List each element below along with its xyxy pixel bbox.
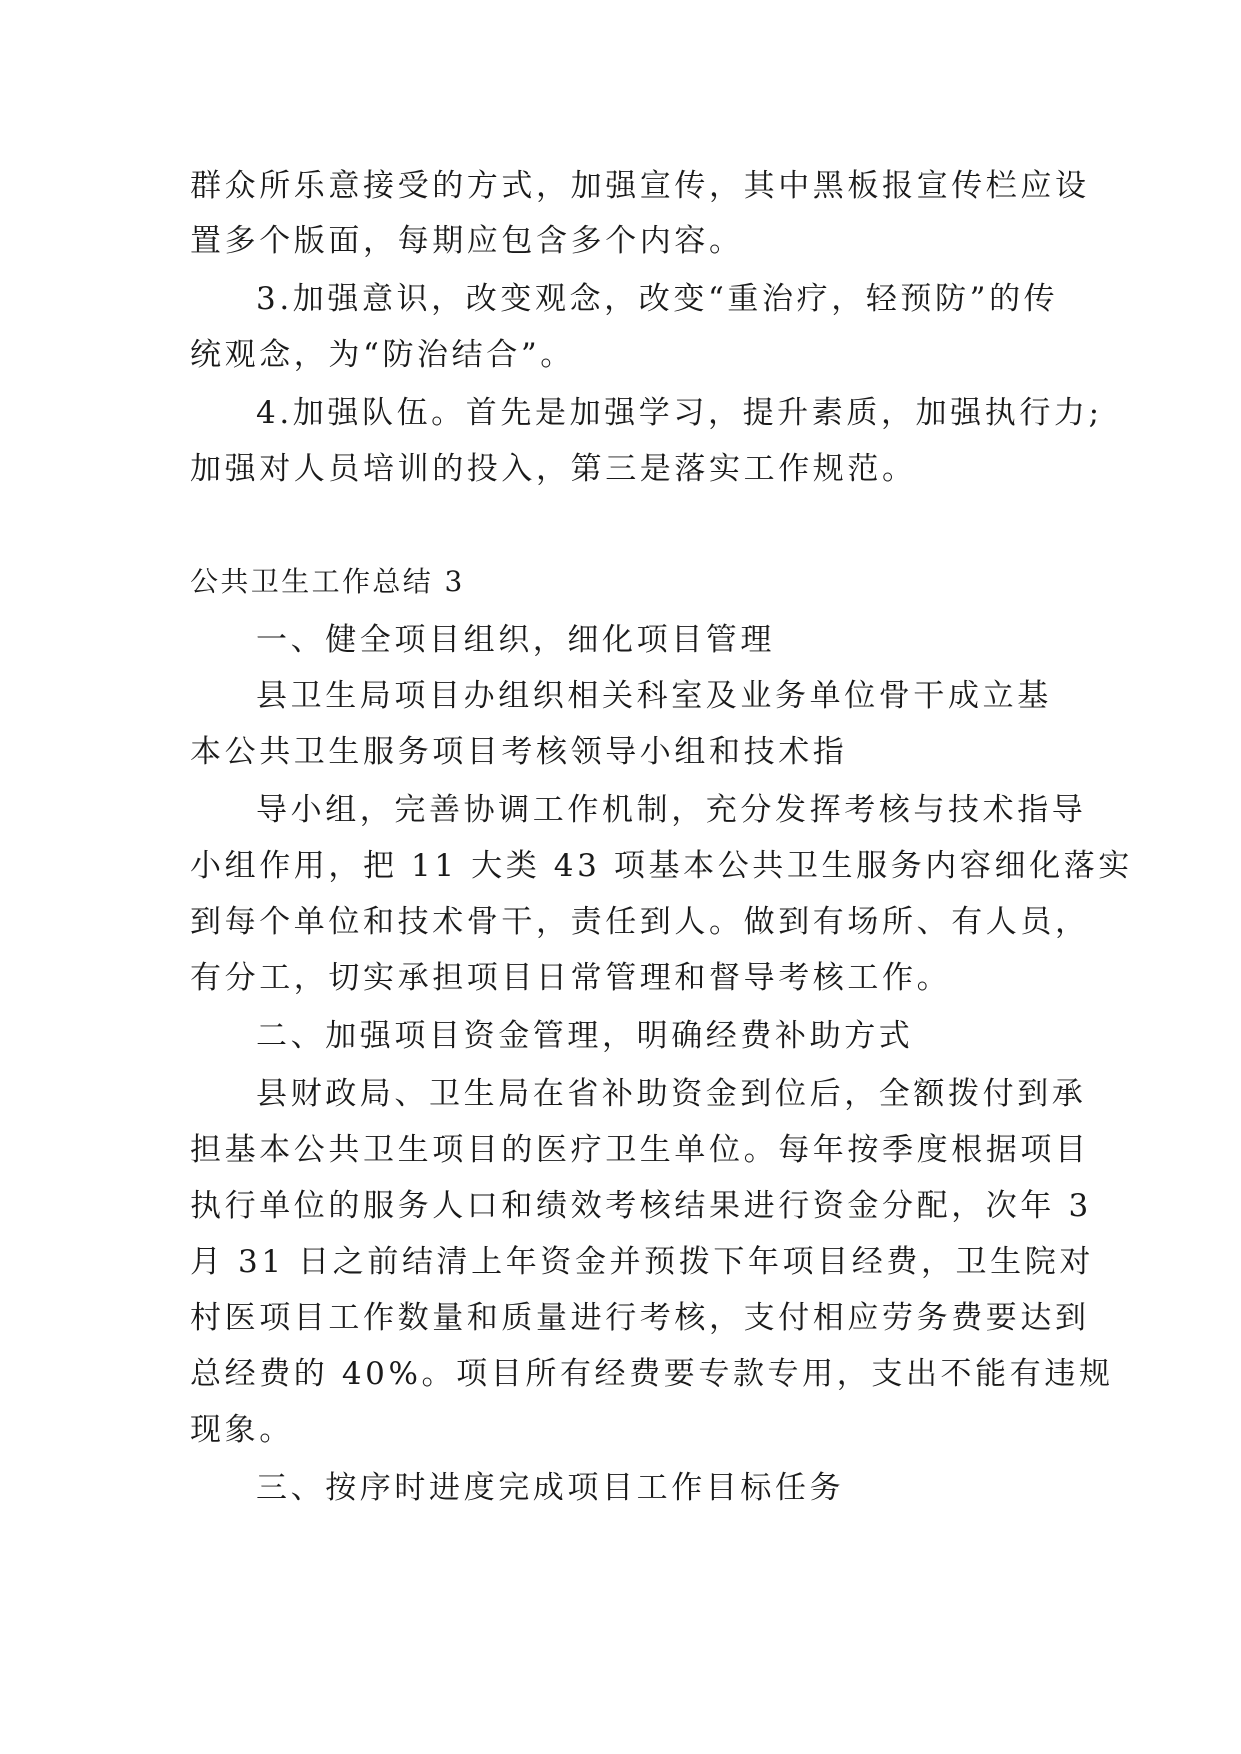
section-title: 公共卫生工作总结 3: [190, 565, 465, 598]
paragraph-line: 总经费的 40%。项目所有经费要专款专用，支出不能有违规: [190, 1356, 1114, 1392]
paragraph-line: 导小组，完善协调工作机制，充分发挥考核与技术指导: [256, 792, 1087, 828]
paragraph-line: 有分工，切实承担项目日常管理和督导考核工作。: [190, 960, 952, 996]
paragraph-line: 统观念，为“防治结合”。: [190, 337, 575, 373]
paragraph-line: 现象。: [190, 1412, 294, 1448]
paragraph-line: 县卫生局项目办组织相关科室及业务单位骨干成立基: [256, 678, 1052, 714]
paragraph-line: 小组作用，把 11 大类 43 项基本公共卫生服务内容细化落实: [190, 848, 1133, 884]
paragraph-line: 4.加强队伍。首先是加强学习，提升素质，加强执行力;: [256, 395, 1103, 431]
paragraph-line: 本公共卫生服务项目考核领导小组和技术指: [190, 734, 848, 770]
paragraph-line: 加强对人员培训的投入，第三是落实工作规范。: [190, 451, 917, 487]
section-heading: 三、按序时进度完成项目工作目标任务: [256, 1470, 845, 1506]
paragraph-line: 3.加强意识，改变观念，改变“重治疗，轻预防”的传: [256, 281, 1059, 317]
paragraph-line: 月 31 日之前结清上年资金并预拨下年项目经费，卫生院对: [190, 1244, 1094, 1280]
paragraph-line: 置多个版面，每期应包含多个内容。: [190, 223, 744, 259]
paragraph-line: 县财政局、卫生局在省补助资金到位后，全额拨付到承: [256, 1076, 1087, 1112]
paragraph-line: 群众所乐意接受的方式，加强宣传，其中黑板报宣传栏应设: [190, 168, 1090, 204]
section-heading: 二、加强项目资金管理，明确经费补助方式: [256, 1018, 914, 1054]
paragraph-line: 村医项目工作数量和质量进行考核，支付相应劳务费要达到: [190, 1300, 1090, 1336]
paragraph-line: 执行单位的服务人口和绩效考核结果进行资金分配，次年 3: [190, 1188, 1092, 1224]
paragraph-line: 到每个单位和技术骨干，责任到人。做到有场所、有人员，: [190, 904, 1090, 940]
section-heading: 一、健全项目组织，细化项目管理: [256, 622, 775, 658]
paragraph-line: 担基本公共卫生项目的医疗卫生单位。每年按季度根据项目: [190, 1132, 1090, 1168]
